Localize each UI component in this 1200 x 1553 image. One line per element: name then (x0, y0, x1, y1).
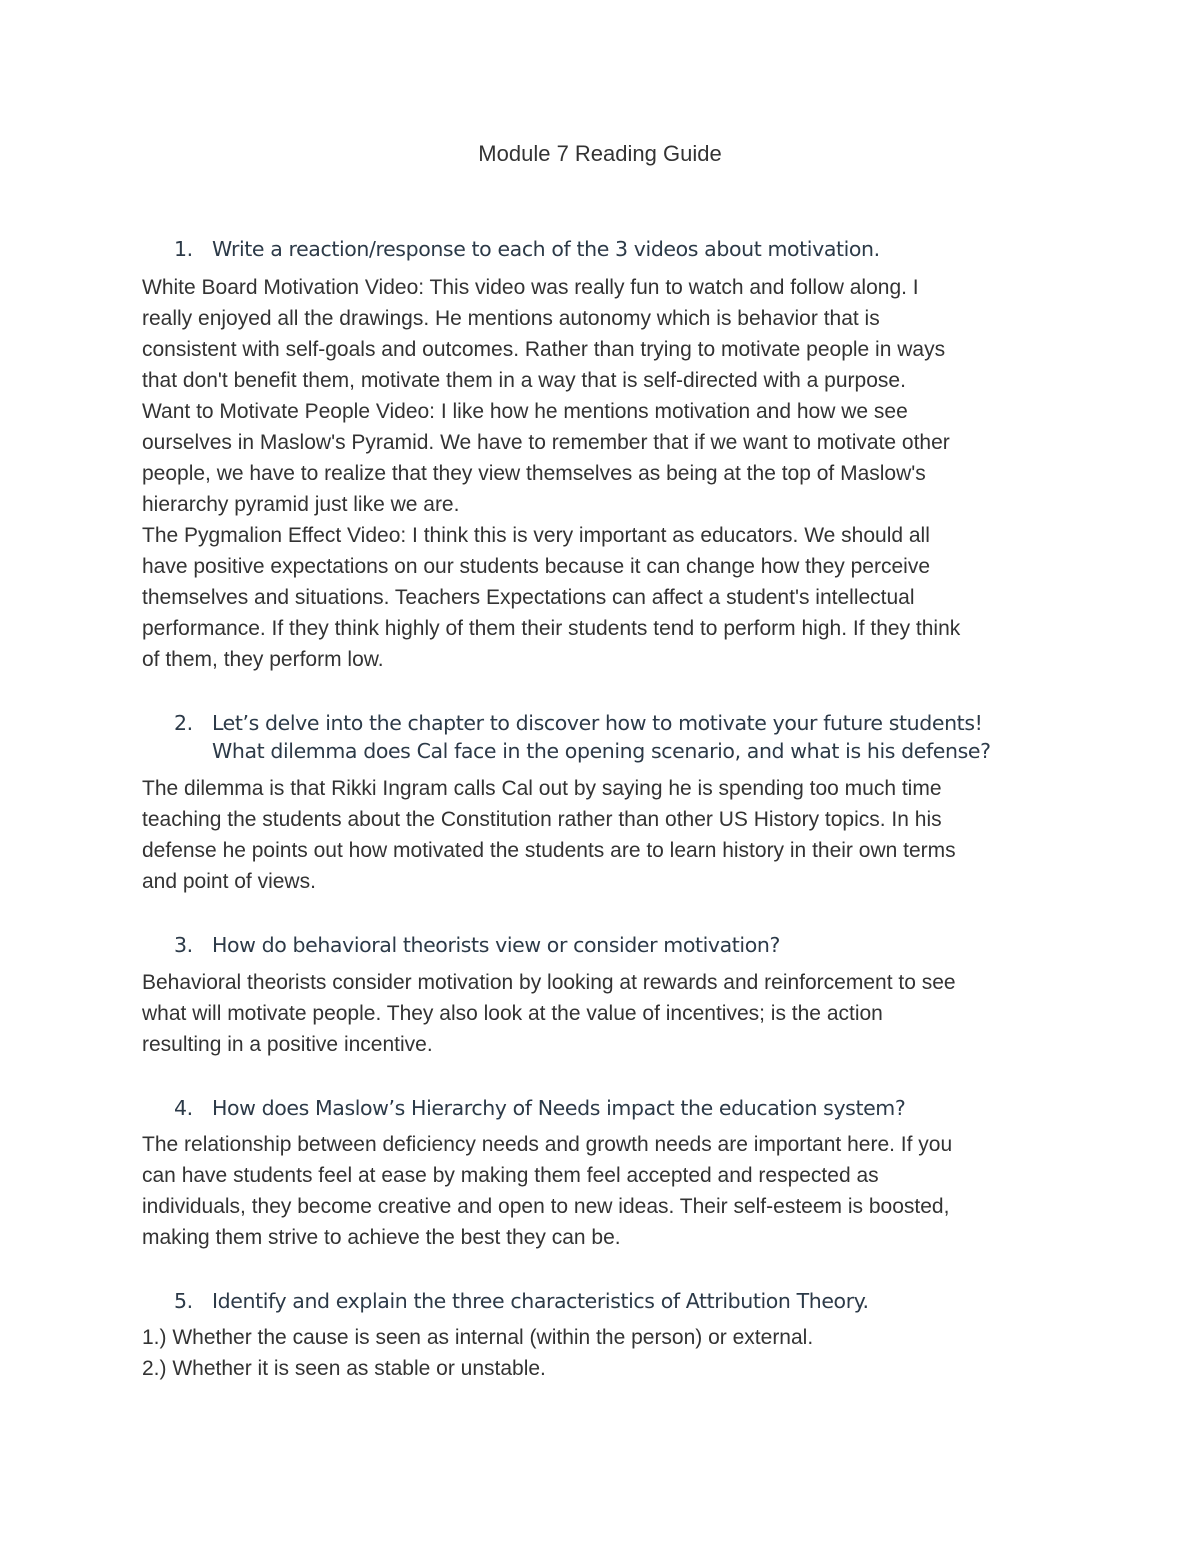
answer-5 (142, 1322, 1072, 1384)
answer-line: The dilemma is that Rikki Ingram calls Cal out by saying he is spending too much time (142, 777, 942, 800)
answer-line: 2.) Whether it is seen as stable or unstable. (142, 1357, 546, 1380)
answer-line: The Pygmalion Effect Video: I think this is very important as educators. We should all (142, 524, 930, 547)
question-text: How do behavioral theorists view or consider motivation? (212, 933, 780, 957)
question-text: Let’s delve into the chapter to discover how to motivate your future students! (212, 711, 983, 735)
question-number: 1. (174, 237, 193, 261)
answer-line: really enjoyed all the drawings. He mentions autonomy which is behavior that is (142, 307, 880, 330)
question-3 (174, 931, 780, 959)
question-text: How does Maslow’s Hierarchy of Needs impact the education system? (212, 1096, 906, 1120)
answer-line: ourselves in Maslow's Pyramid. We have to remember that if we want to motivate other (142, 431, 950, 454)
answer-line: can have students feel at ease by making them feel accepted and respected as (142, 1164, 879, 1187)
question-number: 4. (174, 1096, 193, 1120)
answer-line: themselves and situations. Teachers Expectations can affect a student's intellectual (142, 586, 915, 609)
question-number: 3. (174, 933, 193, 957)
page-title: Module 7 Reading Guide (478, 141, 722, 166)
question-4 (174, 1094, 905, 1122)
answer-line: The relationship between deficiency needs and growth needs are important here. If you (142, 1133, 953, 1156)
answer-line: what will motivate people. They also look at the value of incentives; is the action (142, 1002, 883, 1025)
answer-3 (142, 967, 1072, 1060)
answer-line: individuals, they become creative and open to new ideas. Their self-esteem is boosted, (142, 1195, 950, 1218)
answer-line: resulting in a positive incentive. (142, 1033, 433, 1056)
question-number: 5. (174, 1289, 193, 1313)
answer-line: teaching the students about the Constitution rather than other US History topics. In his (142, 808, 942, 831)
answer-line: White Board Motivation Video: This video was really fun to watch and follow along. I (142, 276, 919, 299)
question-text: Identify and explain the three characteristics of Attribution Theory. (212, 1289, 869, 1313)
answer-line: of them, they perform low. (142, 648, 384, 671)
answer-1 (142, 272, 1072, 675)
answer-line: have positive expectations on our students because it can change how they perceive (142, 555, 931, 578)
answer-line: defense he points out how motivated the students are to learn history in their own terms (142, 839, 956, 862)
question-text: Write a reaction/response to each of the 3 videos about motivation. (212, 237, 880, 261)
question-1 (174, 235, 880, 263)
answer-line: performance. If they think highly of them their students tend to perform high. If they think (142, 617, 961, 640)
answer-2 (142, 773, 1072, 897)
answer-line: people, we have to realize that they view themselves as being at the top of Maslow's (142, 462, 926, 485)
question-5 (174, 1287, 869, 1315)
question-number: 2. (174, 711, 193, 735)
answer-line: Behavioral theorists consider motivation by looking at rewards and reinforcement to see (142, 971, 956, 994)
answer-line: 1.) Whether the cause is seen as internal (within the person) or external. (142, 1326, 814, 1349)
answer-line: that don't benefit them, motivate them in a way that is self-directed with a purpose. (142, 369, 906, 392)
question-2 (174, 709, 991, 765)
answer-4 (142, 1129, 1072, 1253)
answer-line: consistent with self-goals and outcomes. Rather than trying to motivate people in ways (142, 338, 946, 361)
answer-line: Want to Motivate People Video: I like how he mentions motivation and how we see (142, 400, 908, 423)
answer-line: hierarchy pyramid just like we are. (142, 493, 460, 516)
answer-line: making them strive to achieve the best they can be. (142, 1226, 621, 1249)
question-text-continued: What dilemma does Cal face in the opening scenario, and what is his defense? (212, 739, 991, 763)
answer-line: and point of views. (142, 870, 316, 893)
